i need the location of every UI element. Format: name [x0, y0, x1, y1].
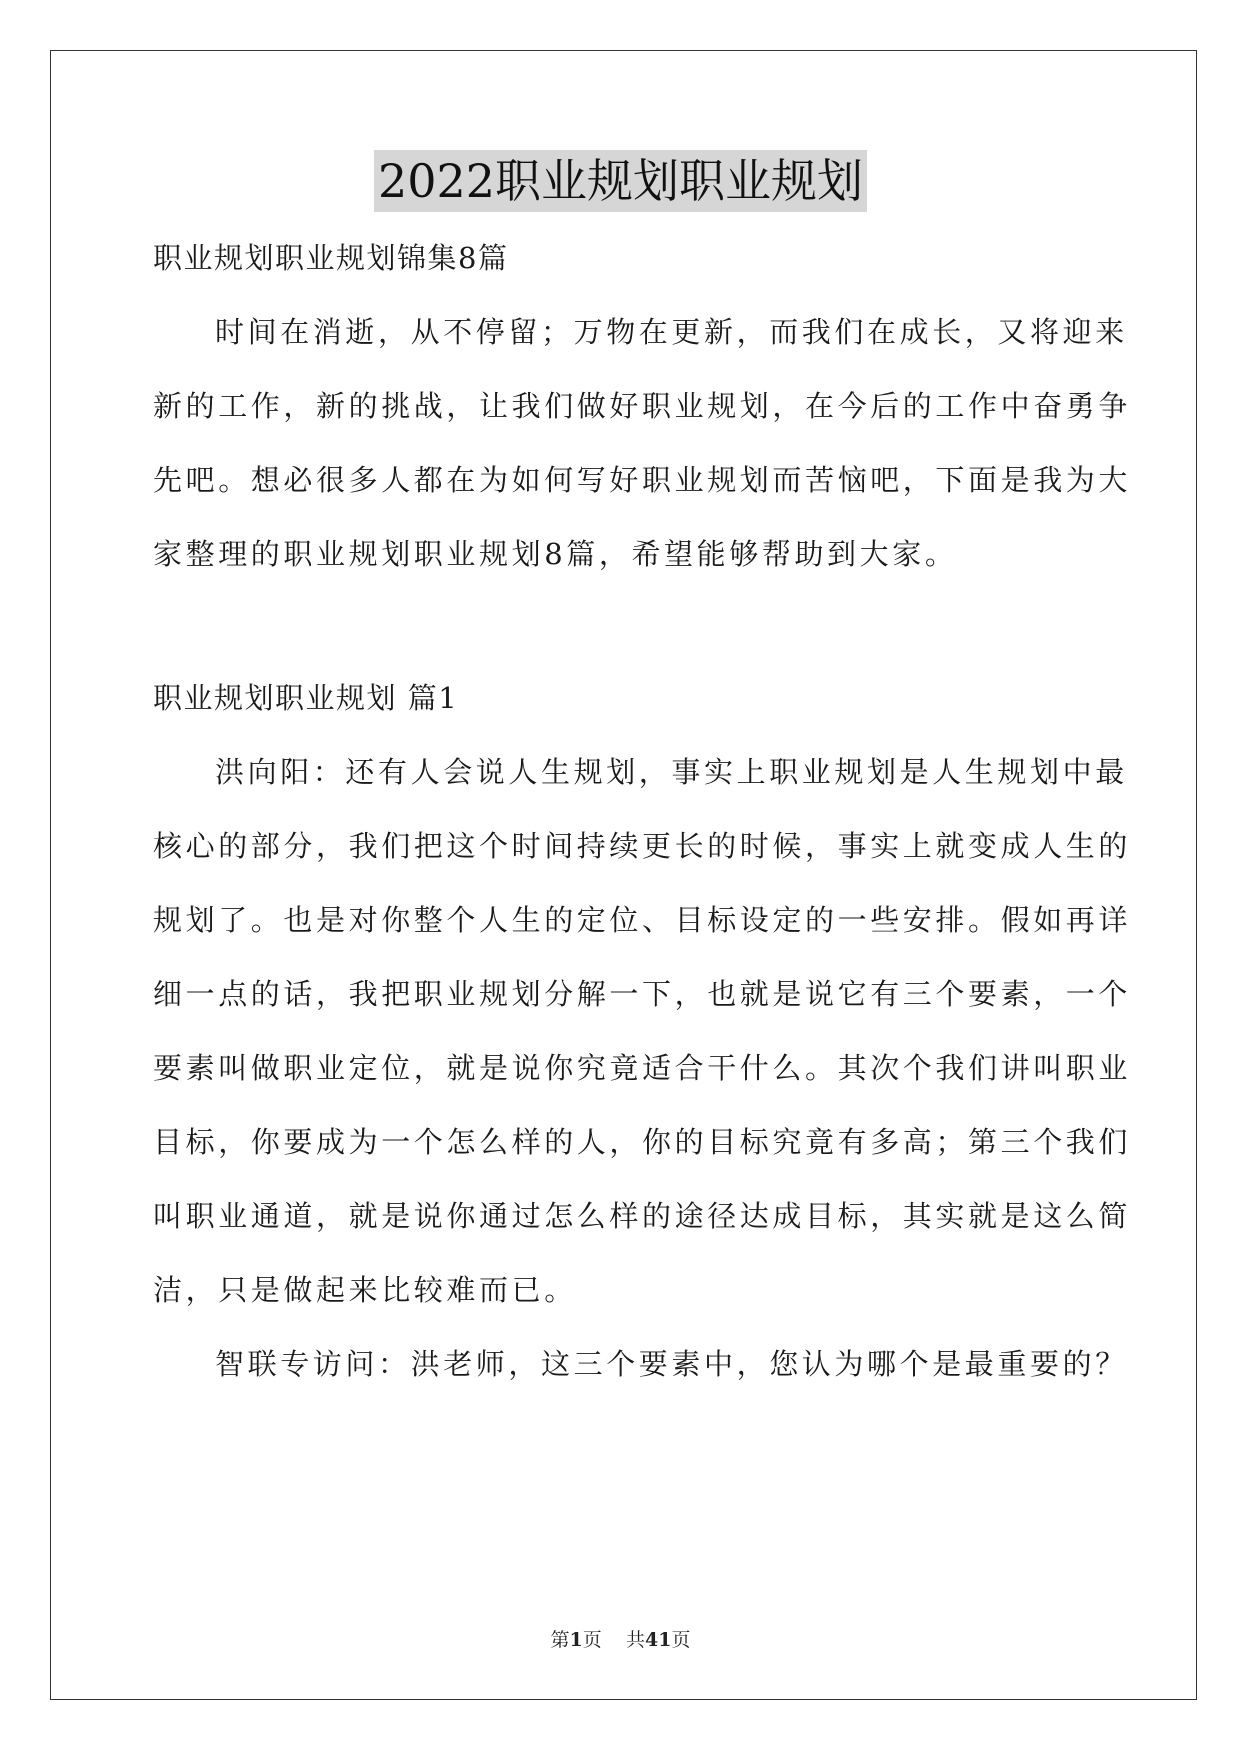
- section-line-6: 目标，你要成为一个怎么样的人，你的目标究竟有多高；第三个我们: [153, 1125, 1132, 1159]
- footer-prefix: 第: [550, 1629, 570, 1651]
- footer-total-suffix: 页: [671, 1629, 691, 1651]
- intro-line-1: 时间在消逝，从不停留；万物在更新，而我们在成长，又将迎来: [215, 315, 1128, 349]
- section-line-1: 洪向阳：还有人会说人生规划，事实上职业规划是人生规划中最: [215, 755, 1128, 789]
- section-line-7: 叫职业通道，就是说你通过怎么样的途径达成目标，其实就是这么简: [153, 1199, 1132, 1233]
- intro-line-4: 家整理的职业规划职业规划8篇，希望能够帮助到大家。: [153, 537, 958, 571]
- footer-page-suffix: 页: [582, 1629, 602, 1651]
- document-subtitle: 职业规划职业规划锦集8篇: [153, 241, 509, 275]
- section-line-4: 细一点的话，我把职业规划分解一下，也就是说它有三个要素，一个: [153, 977, 1132, 1011]
- section-line-3: 规划了。也是对你整个人生的定位、目标设定的一些安排。假如再详: [153, 903, 1132, 937]
- question-line: 智联专访问：洪老师，这三个要素中，您认为哪个是最重要的？: [215, 1347, 1128, 1381]
- document-title: 2022职业规划职业规划: [374, 150, 867, 212]
- page-border: [50, 50, 1197, 1700]
- footer-total-pages: 41: [644, 1629, 672, 1651]
- section-heading: 职业规划职业规划 篇1: [153, 681, 459, 715]
- title-container: [0, 150, 1241, 212]
- page-footer: [0, 1628, 1241, 1652]
- footer-total-prefix: 共: [625, 1629, 645, 1651]
- footer-page-number: 1: [569, 1629, 583, 1651]
- intro-line-2: 新的工作，新的挑战，让我们做好职业规划，在今后的工作中奋勇争: [153, 389, 1132, 423]
- section-line-5: 要素叫做职业定位，就是说你究竟适合干什么。其次个我们讲叫职业: [153, 1051, 1132, 1085]
- intro-line-3: 先吧。想必很多人都在为如何写好职业规划而苦恼吧，下面是我为大: [153, 463, 1132, 497]
- section-line-2: 核心的部分，我们把这个时间持续更长的时候，事实上就变成人生的: [153, 829, 1132, 863]
- section-line-8: 洁，只是做起来比较难而已。: [153, 1273, 577, 1307]
